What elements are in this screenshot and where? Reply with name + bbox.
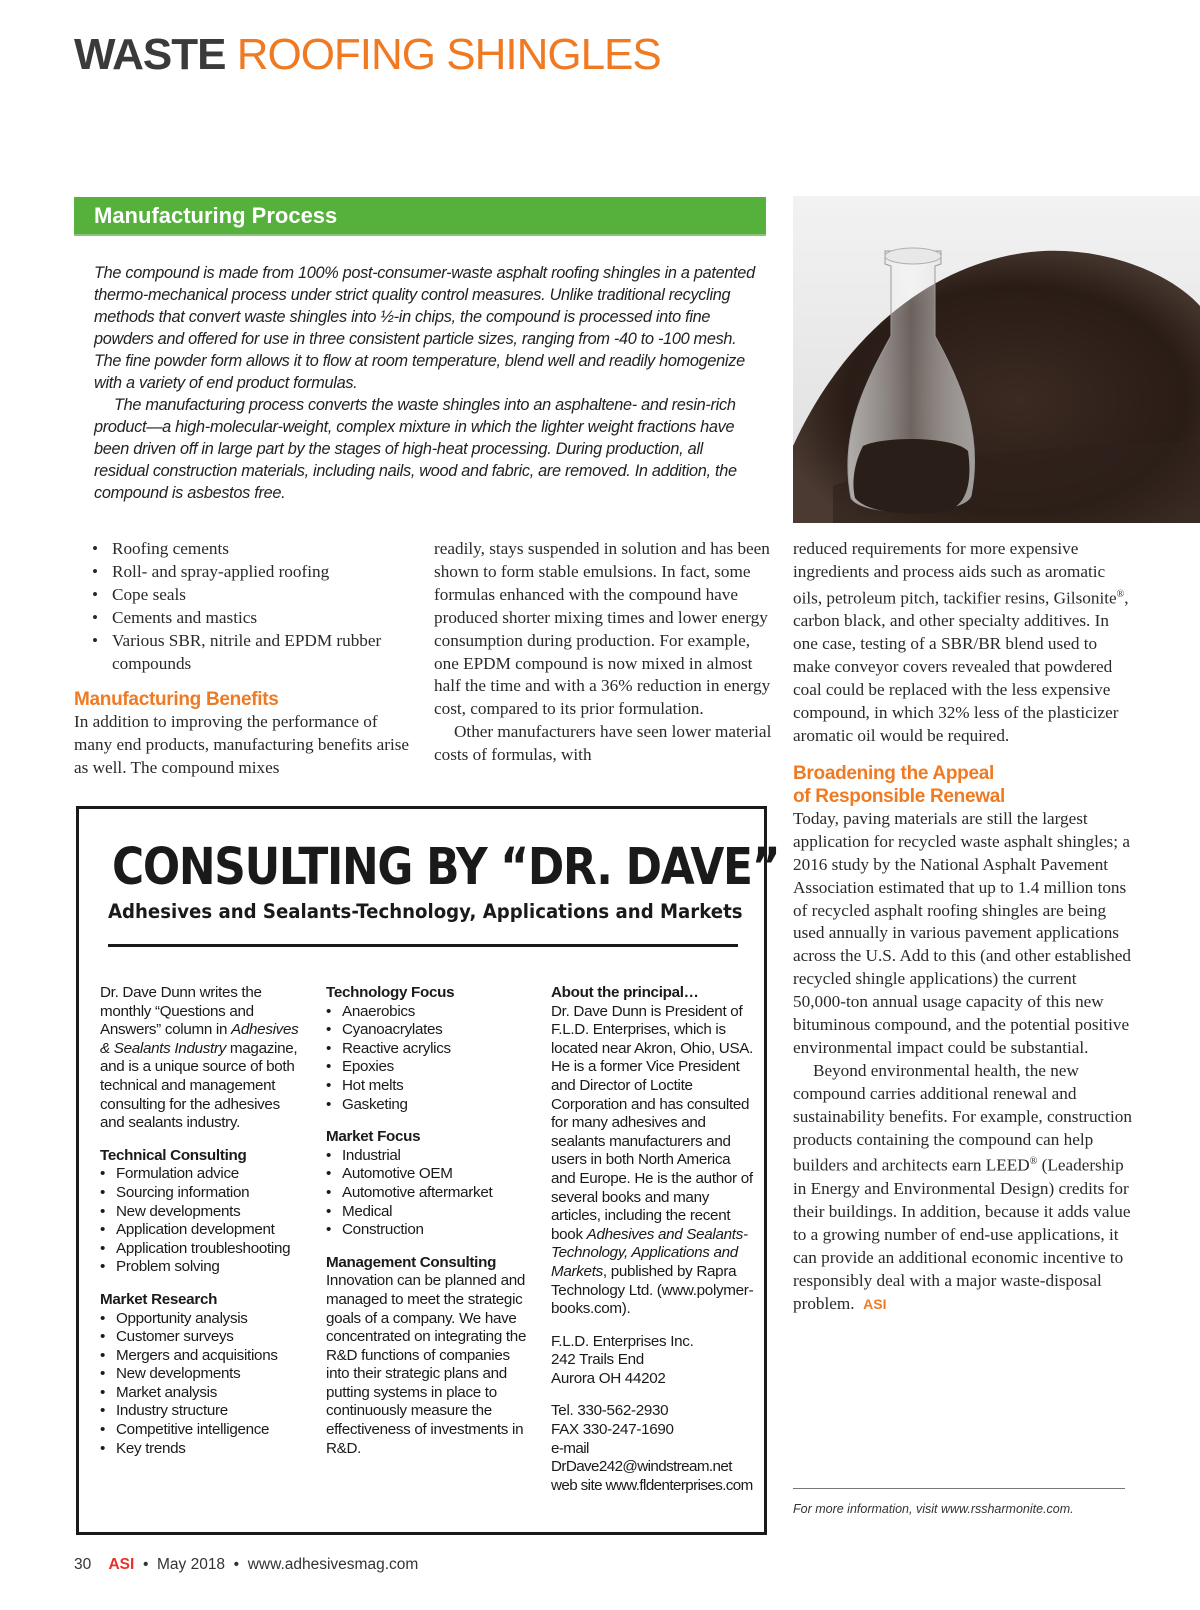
end-mark: ASI (863, 1295, 887, 1312)
column-2 (434, 538, 774, 767)
column-3-paragraph-1: reduced requirements for more expensive ingredients and process aids such as aromatic oils, petroleum pitch, tackifier resins, Gilsonite®, carbon black, and other specialty additives. In one case, testing of a SBR/BR blend used to make conveyor covers revealed that powdered coal could be replaced with the less expensive compound, in which 32% less of the plasticizer aromatic oil would be required. (793, 539, 1129, 745)
email: e-mail DrDave242@windstream.net (551, 1439, 732, 1476)
list-item: • Problem solving (100, 1258, 305, 1277)
column-1 (74, 538, 414, 780)
sidebar-rule (74, 234, 766, 236)
list-item: • Application troubleshooting (100, 1240, 305, 1259)
tech-focus-heading: Technology Focus (326, 984, 455, 1001)
page-title (74, 30, 661, 80)
list-item: • Opportunity analysis (100, 1310, 305, 1329)
list-item: • Cope seals (92, 584, 414, 607)
product-photo (793, 196, 1200, 523)
list-item: • Roll- and spray-applied roofing (92, 561, 414, 584)
market-focus-list (326, 1147, 531, 1240)
about-text: Dr. Dave Dunn is President of F.L.D. Enterprises, which is located near Akron, Ohio, USA. He is a former Vice President and Director of Loctite Corporation and has consulted for many adhesives and sealants manufacturers and users in both North America and Europe. He is the author of several books and many articles, including the recent book Adhesives and Sealants-Technology, Applications and Markets, published by Rapra Technology Ltd. (www.polymer-books.com). (551, 1002, 754, 1318)
sidebar-paragraph-1: The compound is made from 100% post-consumer-waste asphalt roofing shingles in a patented thermo-mechanical process under strict quality control measures. Unlike traditional recycling methods that convert waste shingles into ½-in chips, the compound is processed into fine powders and offered for use in three consistent particle sizes, ranging from -40 to -100 mesh. The fine powder form allows it to flow at room temperature, blend well and readily homogenize with a variety of end product formulas. (94, 264, 755, 392)
list-item: • Epoxies (326, 1058, 531, 1077)
flask-powder-illustration (793, 196, 1200, 523)
tech-consulting-heading: Technical Consulting (100, 1146, 247, 1164)
ad-subtitle: Adhesives and Sealants-Technology, Applications and Markets (108, 900, 743, 923)
about-heading: About the principal… (551, 984, 699, 1001)
market-research-list (100, 1310, 305, 1459)
company-name: F.L.D. Enterprises Inc. (551, 1332, 694, 1350)
list-item: • Customer surveys (100, 1328, 305, 1347)
section-heading-appeal: Broadening the Appeal of Responsible Renewal (793, 762, 1005, 807)
list-item: • Reactive acrylics (326, 1040, 531, 1059)
list-item: • Cements and mastics (92, 607, 414, 630)
sidebar-body (94, 262, 756, 504)
sidebar-heading: Manufacturing Process (74, 197, 766, 235)
company-street: 242 Trails End (551, 1351, 644, 1369)
fax: FAX 330-247-1690 (551, 1421, 674, 1439)
list-item: • Medical (326, 1203, 531, 1222)
website: web site www.fldenterprises.com (551, 1476, 753, 1494)
ad-column-1 (100, 984, 305, 1458)
column-2-paragraph-2: Other manufacturers have seen lower material costs of formulas, with (434, 722, 772, 765)
tech-consulting-list (100, 1165, 305, 1277)
phone: Tel. 330-562-2930 (551, 1402, 669, 1420)
footer-url: www.adhesivesmag.com (247, 1556, 419, 1573)
footnote-rule (793, 1488, 1125, 1489)
list-item: • Sourcing information (100, 1184, 305, 1203)
appeal-paragraph-1: Today, paving materials are still the largest application for recycled waste asphalt shingles; a 2016 study by the National Asphalt Pavement Association estimated that up to 1.4 million tons of recycled asphalt roofing shingles are being used annually in various pavement applications across the U.S. Add to this (and other established recycled shingle applications) the current 50,000-ton annual usage capacity of this new bituminous compound, and the potential positive environmental impact could be substantial. (793, 808, 1131, 1057)
list-item: • Application development (100, 1221, 305, 1240)
sidebar-paragraph-2: The manufacturing process converts the waste shingles into an asphaltene- and resin-rich product—a high-molecular-weight, complex mixture in which the lighter weight fractions have been driven off in large part by the stages of high-heat processing. During production, all residual construction materials, including nails, wood and fabric, are removed. In addition, the compound is asbestos free. (94, 396, 737, 502)
ad-title: CONSULTING BY “DR. DAVE” (112, 838, 780, 897)
benefits-paragraph: In addition to improving the performance of many end products, manufacturing benefits arise as well. The compound mixes (74, 712, 410, 778)
company-city: Aurora OH 44202 (551, 1369, 666, 1387)
list-item: • Competitive intelligence (100, 1421, 305, 1440)
page-number: 30 (74, 1556, 92, 1573)
list-item: • Key trends (100, 1440, 305, 1459)
page-footer: 30 ASI • May 2018 • www.adhesivesmag.com (74, 1556, 419, 1573)
section-heading-benefits: Manufacturing Benefits (74, 689, 279, 711)
list-item: • Industrial (326, 1147, 531, 1166)
brand-mark: ASI (108, 1556, 135, 1573)
list-item: • Hot melts (326, 1077, 531, 1096)
appeal-paragraph-2: Beyond environmental health, the new compound carries additional renewal and sustainability benefits. For example, construction products containing the compound can help builders and architects earn LEED® (Leadership in Energy and Environmental Design) credits for their buildings. In addition, because it adds value to a growing number of end-use applications, it can provide an additional economic incentive to responsibly deal with a major waste-disposal problem. ASI (793, 1060, 1132, 1313)
list-item: • Market analysis (100, 1384, 305, 1403)
title-light: ROOFING SHINGLES (236, 30, 661, 79)
list-item: • Industry structure (100, 1402, 305, 1421)
mgmt-consulting-heading: Management Consulting (326, 1253, 497, 1271)
list-item: • Construction (326, 1221, 531, 1240)
issue-date: May 2018 (156, 1556, 226, 1573)
column-3 (793, 538, 1133, 1316)
list-item: • Cyanoacrylates (326, 1021, 531, 1040)
list-item: • Roofing cements (92, 538, 414, 561)
list-item: • Automotive OEM (326, 1165, 531, 1184)
list-item: • Mergers and acquisitions (100, 1347, 305, 1366)
list-item: • New developments (100, 1365, 305, 1384)
ad-rule (108, 944, 738, 947)
market-focus-heading: Market Focus (326, 1128, 421, 1146)
ad-intro: Dr. Dave Dunn writes the monthly “Questions and Answers” column in Adhesives & Sealants Industry magazine, and is a unique source of both technical and management consulting for the adhesives and sealants industry. (100, 984, 299, 1132)
ad-column-2 (326, 984, 531, 1458)
list-item: • Gasketing (326, 1096, 531, 1115)
market-research-heading: Market Research (100, 1290, 218, 1308)
mgmt-consulting-text: Innovation can be planned and managed to meet the strategic goals of a company. We have concentrated on integrating the R&D functions of companies into their strategic plans and putting systems in place to continuously measure the effectiveness of investments in R&D. (326, 1272, 527, 1457)
title-bold: WASTE (74, 30, 226, 79)
list-item: • Automotive aftermarket (326, 1184, 531, 1203)
ad-column-3 (551, 984, 756, 1495)
list-item: • Anaerobics (326, 1003, 531, 1022)
list-item: • New developments (100, 1203, 305, 1222)
footnote: For more information, visit www.rssharmonite.com. (793, 1502, 1074, 1516)
list-item: • Various SBR, nitrile and EPDM rubber compounds (92, 630, 414, 676)
list-item: • Formulation advice (100, 1165, 305, 1184)
column-2-paragraph-1: readily, stays suspended in solution and has been shown to form stable emulsions. In fact, some formulas enhanced with the compound have produced shorter mixing times and lower energy consumption during production. For example, one EPDM compound is now mixed in almost half the time and with a 36% reduction in energy cost, compared to its prior formulation. (434, 539, 771, 719)
tech-focus-list (326, 1003, 531, 1115)
application-list (74, 538, 414, 675)
